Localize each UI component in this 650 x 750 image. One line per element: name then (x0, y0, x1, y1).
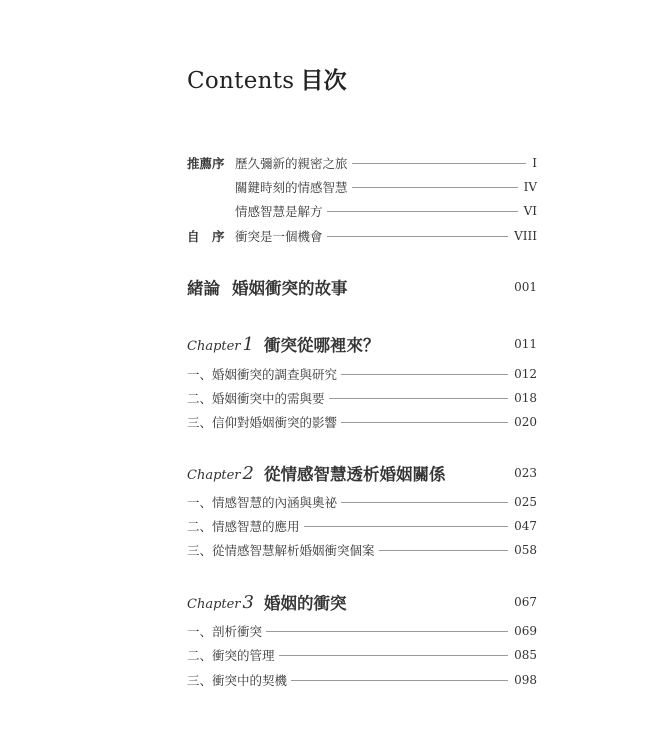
toc-entry-2-1[interactable] (187, 492, 537, 512)
dot-leader (266, 631, 508, 632)
dot-leader (352, 187, 518, 188)
intro-title: 婚姻衝突的故事 (232, 279, 348, 298)
toc-chapter-2-heading[interactable] (187, 460, 537, 486)
dot-leader (379, 550, 509, 551)
entry-text: 二、衝突的管理 (187, 648, 275, 663)
chapter-label: Chapter 3 (187, 591, 254, 613)
toc-entry-3-1[interactable] (187, 621, 537, 641)
dot-leader (341, 422, 508, 423)
chapter-number: 3 (242, 591, 254, 613)
entry-page: IV (523, 180, 537, 194)
chapter-page: 067 (514, 595, 537, 609)
toc-entry-2-3[interactable] (187, 540, 537, 560)
intro-tag: 緒論 (187, 279, 220, 298)
entry-text: 三、衝突中的契機 (187, 673, 288, 688)
toc-entry-preface-4[interactable] (187, 226, 537, 246)
entry-page: 018 (514, 391, 537, 405)
chapter-title: 衝突從哪裡來？ (263, 336, 380, 355)
title-zh: 目次 (300, 67, 347, 94)
toc-entry-preface-3[interactable] (187, 201, 537, 221)
entry-page: 098 (514, 673, 537, 687)
chapter-page: 011 (514, 337, 537, 351)
entry-page: 025 (514, 495, 537, 509)
entry-page: I (532, 156, 537, 170)
chapter-label: Chapter 2 (187, 462, 254, 484)
toc-chapter-3-heading[interactable] (187, 589, 537, 615)
entry-text: 二、情感智慧的應用 (187, 519, 300, 534)
entry-page: VI (523, 204, 537, 218)
entry-tag: 推薦序 (187, 156, 225, 171)
toc-entry-2-2[interactable] (187, 516, 537, 536)
toc-entry-1-3[interactable] (187, 412, 537, 432)
entry-text: 三、從情感智慧解析婚姻衝突個案 (187, 543, 375, 558)
chapter-label: Chapter 1 (187, 333, 254, 355)
toc-entry-introduction[interactable] (187, 274, 537, 300)
toc-chapter-1-heading[interactable] (187, 331, 537, 357)
toc-entry-3-2[interactable] (187, 645, 537, 665)
entry-page: 047 (514, 519, 537, 533)
chapter-page: 023 (514, 466, 537, 480)
dot-leader (327, 236, 509, 237)
dot-leader (341, 502, 508, 503)
chapter-number: 1 (242, 333, 254, 355)
entry-page: 085 (514, 648, 537, 662)
entry-text: 關鍵時刻的情感智慧 (235, 180, 348, 195)
entry-text: 一、情感智慧的內涵與奧祕 (187, 495, 338, 510)
chapter-title: 婚姻的衝突 (263, 594, 347, 613)
page-title (187, 62, 347, 95)
entry-page: 069 (514, 624, 537, 638)
entry-tag: 自 序 (187, 229, 225, 244)
dot-leader (341, 374, 508, 375)
toc-entry-preface-1[interactable] (187, 153, 537, 173)
entry-page: 012 (514, 367, 537, 381)
toc-entry-3-3[interactable] (187, 670, 537, 690)
entry-text: 二、婚姻衝突中的需與要 (187, 391, 325, 406)
entry-page: 020 (514, 415, 537, 429)
toc-entry-1-1[interactable] (187, 364, 537, 384)
intro-page: 001 (514, 280, 537, 294)
title-en: Contents (187, 68, 295, 94)
entry-text: 衝突是一個機會 (235, 229, 323, 244)
toc-entry-1-2[interactable] (187, 388, 537, 408)
chapter-number: 2 (242, 462, 254, 484)
dot-leader (304, 526, 509, 527)
toc-entry-preface-2[interactable] (187, 177, 537, 197)
entry-text: 情感智慧是解方 (235, 204, 323, 219)
dot-leader (291, 680, 508, 681)
dot-leader (352, 163, 527, 164)
entry-text: 歷久彌新的親密之旅 (235, 156, 348, 171)
entry-text: 三、信仰對婚姻衝突的影響 (187, 415, 338, 430)
entry-page: 058 (514, 543, 537, 557)
entry-page: VIII (514, 229, 537, 243)
dot-leader (329, 398, 509, 399)
dot-leader (327, 211, 518, 212)
entry-text: 一、剖析衝突 (187, 624, 263, 639)
chapter-title: 從情感智慧透析婚姻關係 (263, 465, 446, 484)
entry-text: 一、婚姻衝突的調查與研究 (187, 367, 338, 382)
dot-leader (279, 655, 509, 656)
